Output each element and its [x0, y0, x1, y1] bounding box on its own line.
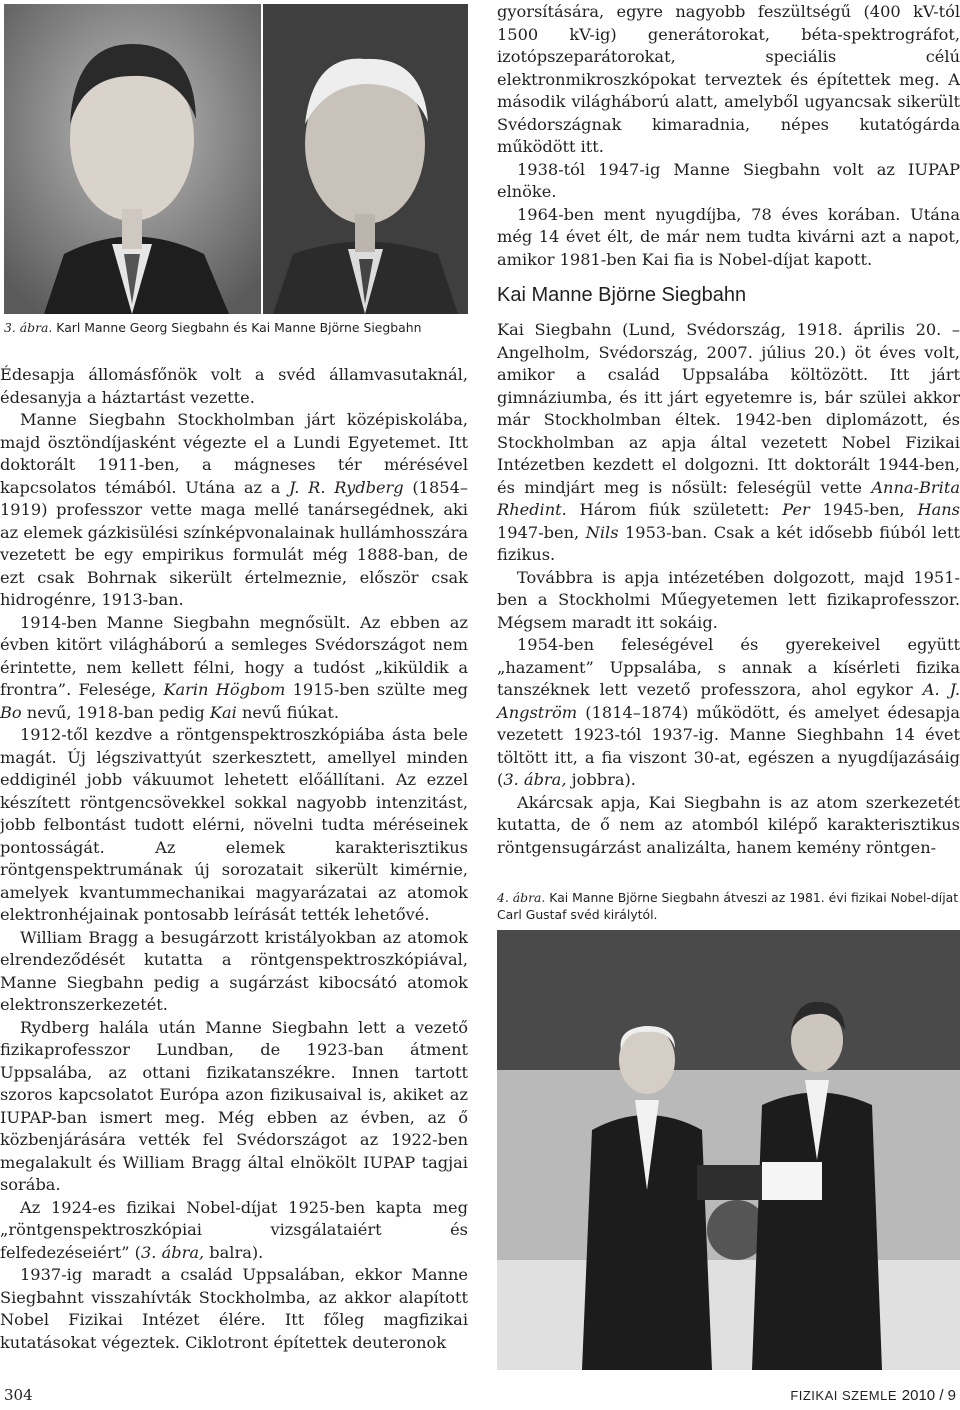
- italic-text: A. J. Angström: [497, 680, 960, 722]
- section-heading: Kai Manne Björne Siegbahn: [497, 284, 747, 306]
- text-run: 1914-ben Manne Siegbahn megnősült. Az ebben az évben kitört világháború a semleges Svédországot nem érintette, nem kellett félni, hogy a tudóst „kiküldik a frontra”. Felesége,: [0, 612, 468, 699]
- journal-issue: 2010 / 9: [901, 1387, 956, 1404]
- italic-text: Bo: [0, 702, 22, 722]
- right-column-top-text: [497, 1, 960, 271]
- figure4-caption: [497, 889, 960, 923]
- italic-text: Per: [782, 500, 810, 519]
- paragraph: [0, 1264, 468, 1354]
- text-run: nevű fiúkat.: [236, 702, 340, 722]
- figure3-caption: [4, 319, 468, 336]
- text-run: Édesapja állomásfőnök volt a svéd államvasutaknál, édesanyja a háztartást vezette.: [0, 365, 468, 407]
- text-run: William Bragg a besugárzott kristályokban az atomok elrendeződését kutatta a röntgenspektroszkópiával, Manne Siegbahn pedig a sugárzást kibocsátó atomok elektronszerkezetét.: [0, 927, 468, 1014]
- paragraph: gyorsítására, egyre nagyobb feszültségű (400 kV-tól 1500 kV-ig) generátorokat, béta-spektrográfot, izotópszeparátorokat, speciális célú elektronmikroszkópokat terveztek és építettek meg. A második világháború alatt, amelyből ugyancsak sikerült Svédországnak kimaradnia, népes kutatógárda működött itt.: [497, 2, 960, 156]
- text-run: Rydberg halála után Manne Siegbahn lett a vezető fizikaprofesszor Lundban, de 1923-ban átment Uppsalába, az ottani fizikatanszékre. Innen tartott szoros kapcsolatot Európa azon fizikusaival is, akiket az IUPAP-ban ismert meg. Még ebben az évben, az ő közbenjárására vették fel Svédországot az 1922-ben megalakult és William Bragg által elnökölt IUPAP tagjai sorába.: [0, 1017, 468, 1194]
- paragraph: [497, 792, 960, 860]
- text-run: 1954-ben feleségével és gyerekeivel együtt „hazament” Uppsalába, s annak a kísérleti fizika tanszéknek lett vezető professzora, ahol egykor: [497, 635, 960, 699]
- photo-kai-siegbahn: [263, 4, 468, 314]
- paragraph: [497, 567, 960, 635]
- paragraph: 1964-ben ment nyugdíjba, 78 éves korában. Utána még 14 évet élt, de már nem tudta kivárni azt a napot, amikor 1981-ben Kai fia is Nobel-díjat kapott.: [497, 204, 960, 269]
- paragraph: [0, 927, 468, 1017]
- paragraph: [0, 1197, 468, 1265]
- text-run: 1912-től kezdve a röntgenspektroszkópiába ásta bele magát. Új légszivattyút szerkesztett, amellyel minden eddiginél jobb vákuumot lehetett előállítani. Az ezzel készített röntgencsövekkel sokkal nagyobb intenzitást, jobb felbontást tudott elérni, növelni tudta méréseinek pontosságát. Az elemek karakterisztikus röntgenspektrumának új sorozatait sikerült kimérnie, amelyek kvantummechanikai magyarázatai az atomok elektronhéjainak pontosabb leírását tették lehetővé.: [0, 725, 468, 924]
- page-number: 304: [4, 1386, 33, 1404]
- text-run: 1937-ig maradt a család Uppsalában, ekkor Manne Siegbahnt visszahívták Stockholmba, az akkor alapított Nobel Fizikai Intézet élére. Itt főleg magfizikai kutatásokat végeztek. Ciklotront építettek deuteronok: [0, 1265, 468, 1352]
- paragraph: [497, 634, 960, 792]
- text-run: balra).: [204, 1242, 264, 1262]
- text-run: 1953-ban. Csak a két idősebb fiúból lett fizikus.: [497, 522, 960, 564]
- italic-text: 3. ábra,: [503, 770, 567, 789]
- italic-text: 3. ábra,: [141, 1242, 205, 1262]
- photo-manne-siegbahn: [4, 4, 261, 314]
- text-run: Kai Siegbahn (Lund, Svédország, 1918. április 20. – Angelholm, Svédország, 2007. július 20.) öt éves volt, amikor a család Uppsalába költözött. Itt járt gimnáziumba, és itt járt egyetemre is, bár szülei akkor már Stockholmban éltek. 1942-ben diplomázott, és Stockholmban az apja által vezetett Nobel Fizikai Intézetben kezdett el dolgozni. Itt doktorált 1944-ben, és mindjárt meg is nősült: feleségül vette: [497, 320, 960, 497]
- text-run: Az 1924-es fizikai Nobel-díjat 1925-ben kapta meg „röntgenspektroszkópiai vizsgálataiért és felfedezéseiért” (: [0, 1197, 468, 1262]
- italic-text: Nils: [585, 522, 619, 542]
- left-column-text: [0, 364, 468, 1354]
- text-run: Akárcsak apja, Kai Siegbahn is az atom szerkezetét kutatta, de ő nem az atomból kilépő karakterisztikus röntgensugárzást analizálta, hanem kemény röntgen-: [497, 792, 960, 857]
- text-run: (1814–1874) működött, és amelyet édesapja vezetett 1923-tól 1937-ig. Manne Sieghbahn 14 évet töltött itt, a fia viszont 30-at, egészen a nyugdíjazásáig (: [497, 702, 960, 789]
- italic-text: Anna-Brita Rhedint: [497, 477, 960, 519]
- paragraph: [0, 612, 468, 725]
- text-run: . Három fiúk született:: [561, 500, 783, 519]
- italic-text: Hans: [917, 500, 960, 519]
- text-run: nevű, 1918-ban pedig: [21, 702, 210, 722]
- figure3-label: 3. ábra.: [4, 320, 53, 335]
- italic-text: Kai: [209, 702, 237, 722]
- text-run: 1915-ben szülte meg: [285, 680, 468, 699]
- paragraph: [497, 319, 960, 567]
- italic-text: J. R. Rydberg: [289, 477, 404, 497]
- right-column-text: [497, 319, 960, 859]
- italic-text: Karin Högbom: [163, 680, 286, 699]
- text-run: jobbra).: [566, 770, 636, 789]
- photo-nobel-ceremony: [497, 930, 960, 1370]
- journal-footer: [790, 1386, 956, 1404]
- figure4-caption-text: Kai Manne Björne Siegbahn átveszi az 1981. évi fizikai Nobel-díjat Carl Gustaf svéd királytól.: [497, 890, 959, 922]
- paragraph: [0, 409, 468, 612]
- text-run: 1947-ben,: [497, 522, 586, 542]
- text-run: (1854–1919) professzor vette maga mellé tanársegédnek, aki az elemek gázkisülési színképvonalainak hullámhosszára vezetett be egy empirikus formulát még 1888-ban, de ezt csak Bohrnak sikerült értelmeznie, először csak hidrogénre, 1913-ban.: [0, 477, 468, 609]
- figure3-caption-text: Karl Manne Georg Siegbahn és Kai Manne Björne Siegbahn: [52, 320, 422, 335]
- paragraph: [0, 1017, 468, 1197]
- journal-name: FIZIKAI SZEMLE: [790, 1388, 897, 1403]
- figure4-label: 4. ábra.: [497, 890, 546, 905]
- text-run: Manne Siegbahn Stockholmban járt középiskolába, majd ösztöndíjasként végezte el a Lundi Egyetemet. Itt doktorált 1911-ben, a mágneses tér mérésével kapcsolatos témából. Utána az a: [0, 410, 468, 497]
- paragraph: [0, 364, 468, 409]
- text-run: Továbbra is apja intézetében dolgozott, majd 1951-ben a Stockholmi Műegyetemen lett fizikaprofesszor. Mégsem maradt itt sokáig.: [497, 567, 960, 632]
- paragraph: 1938-tól 1947-ig Manne Siegbahn volt az IUPAP elnöke.: [497, 159, 960, 201]
- paragraph: [0, 724, 468, 927]
- text-run: 1945-ben,: [809, 500, 918, 519]
